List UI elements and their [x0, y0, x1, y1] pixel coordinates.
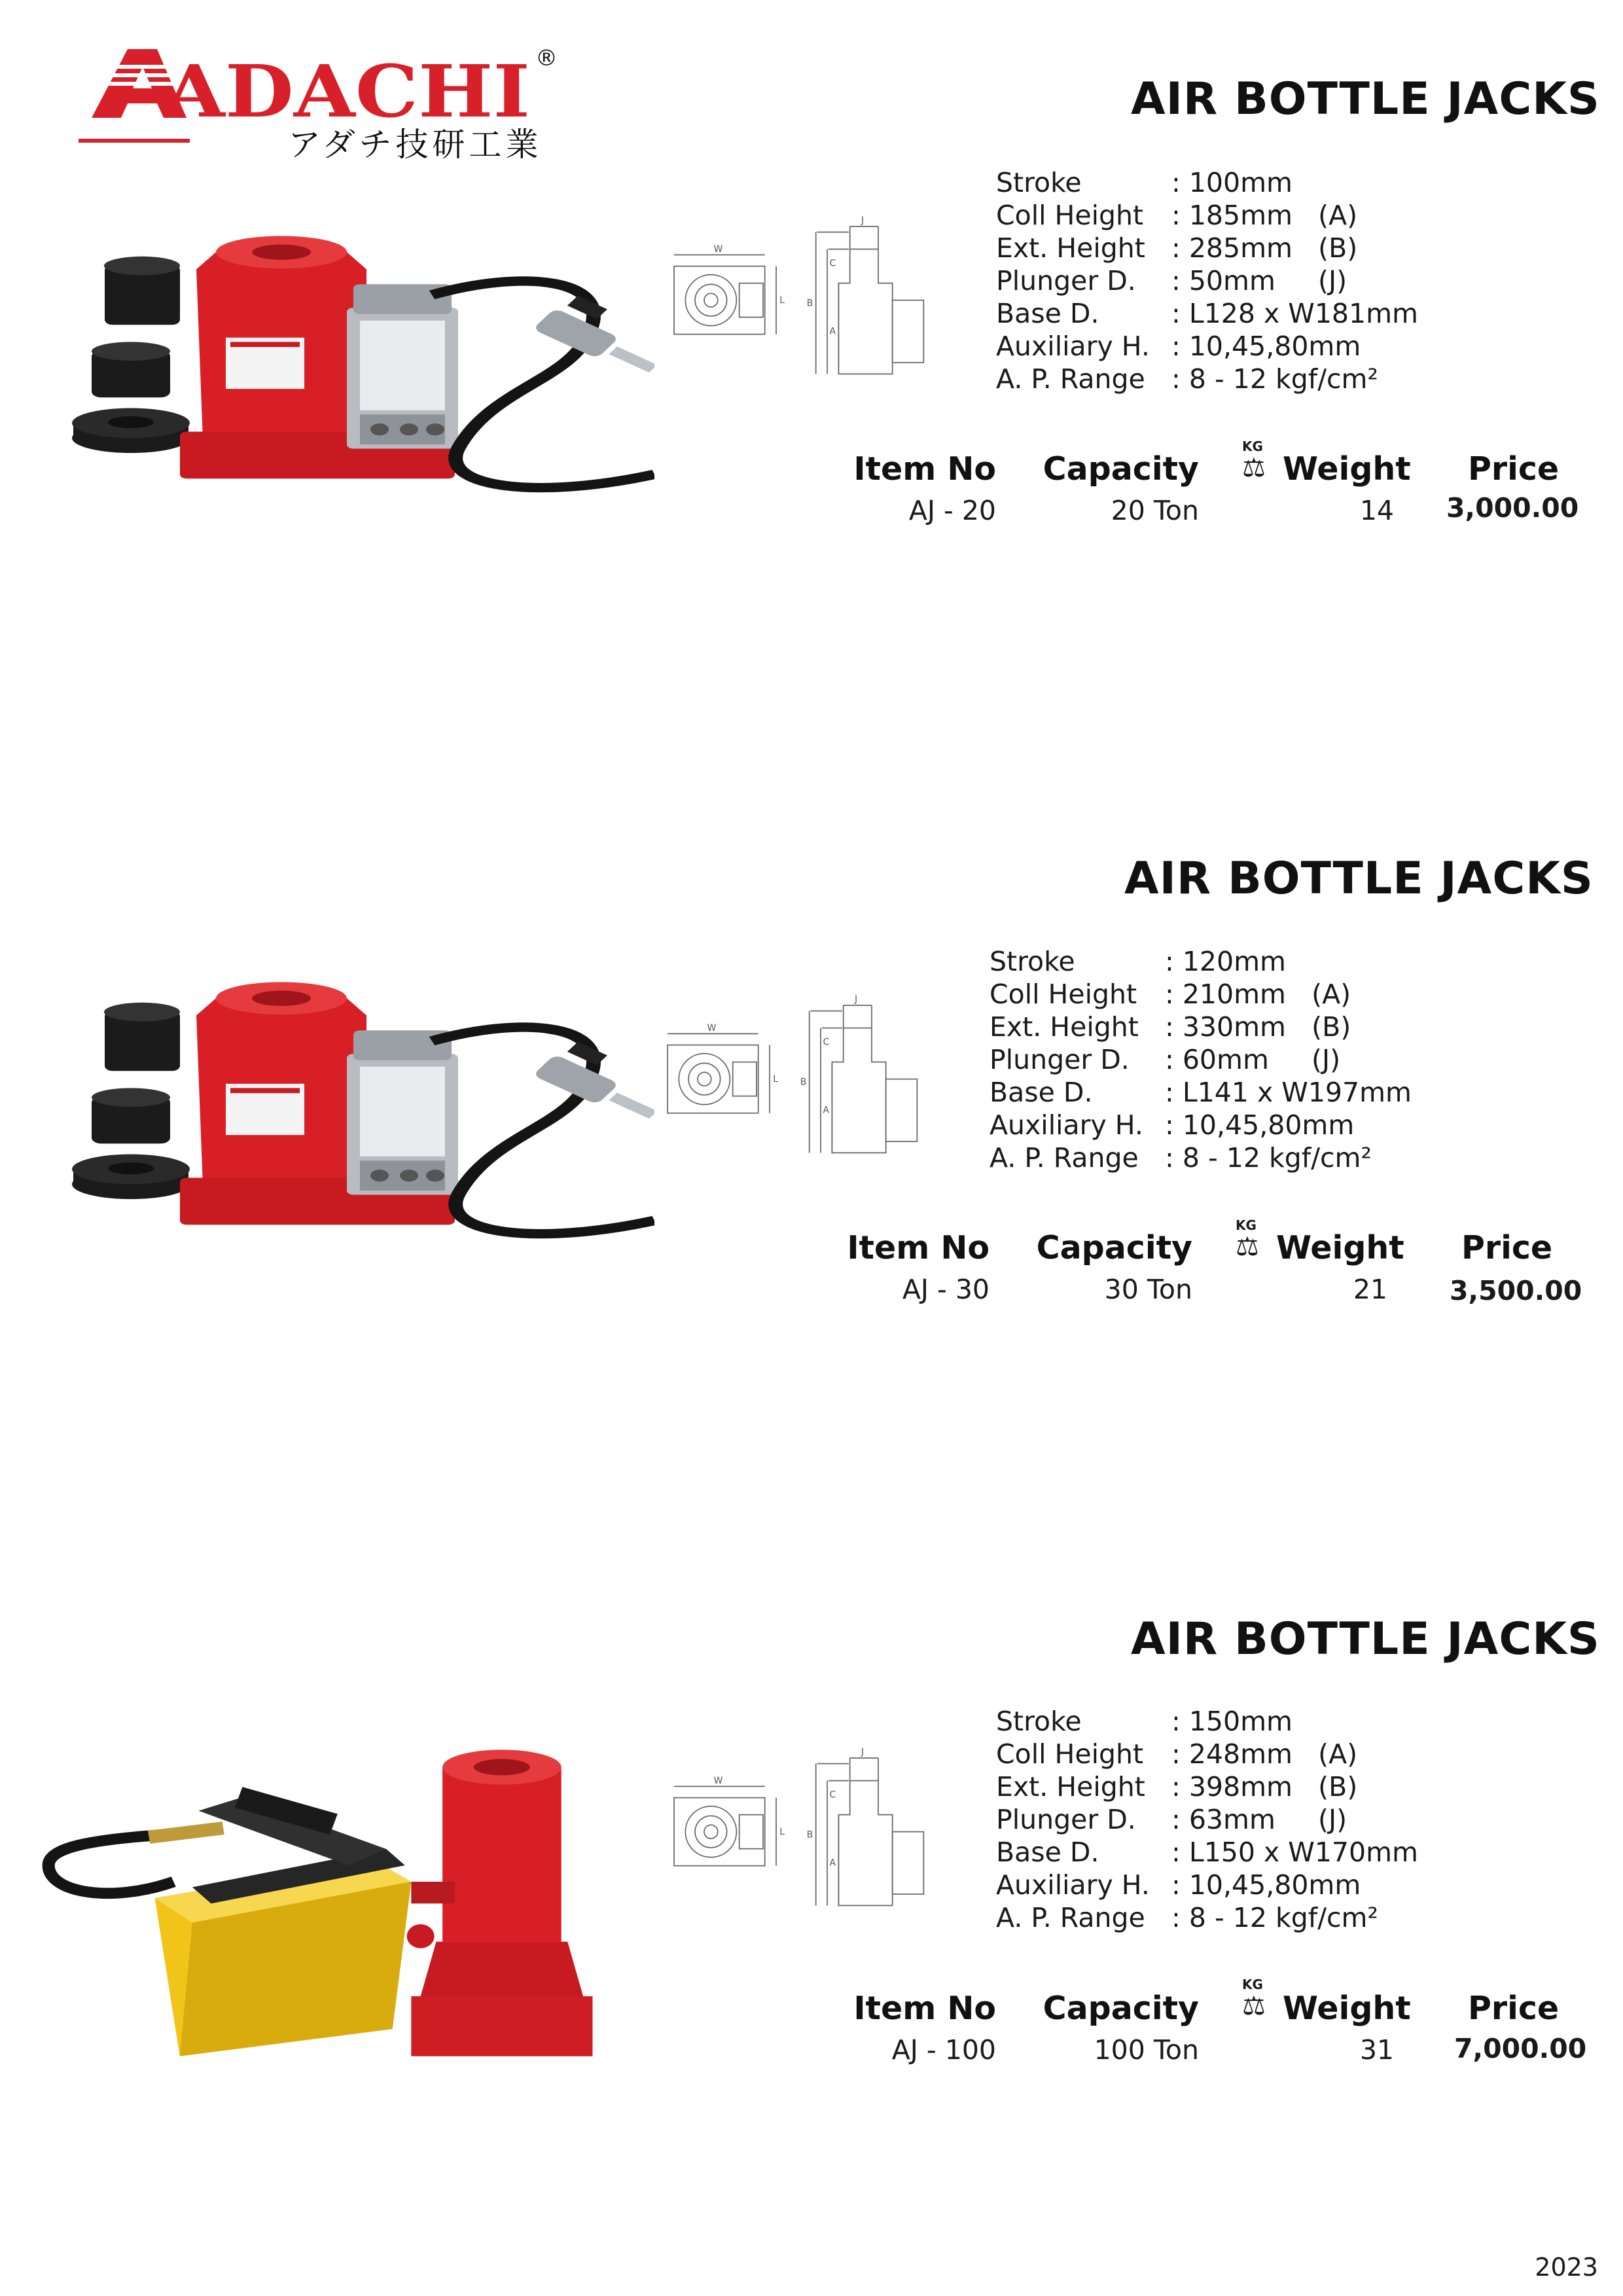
- scale-icon: ⚖: [1242, 1991, 1266, 2021]
- header-capacity: Capacity: [1036, 1229, 1192, 1266]
- svg-text:B: B: [806, 298, 813, 309]
- cell-price: 3,000.00: [1446, 492, 1579, 524]
- adachi-logo: [65, 39, 576, 164]
- section-title: AIR BOTTLE JACKS: [1131, 1613, 1600, 1665]
- svg-text:B: B: [800, 1077, 807, 1088]
- svg-text:A: A: [829, 1857, 836, 1869]
- header-item-no: Item No: [853, 1990, 996, 2027]
- dimension-diagram: [648, 1741, 955, 1911]
- svg-text:W: W: [713, 244, 723, 255]
- svg-text:J: J: [861, 1746, 865, 1757]
- weight-unit: KG: [1236, 1217, 1257, 1233]
- header-price: Price: [1468, 450, 1560, 488]
- svg-text:C: C: [829, 258, 836, 269]
- cell-item-no: AJ - 30: [902, 1274, 990, 1305]
- header-item-no: Item No: [853, 450, 996, 488]
- cell-weight: 21: [1353, 1274, 1387, 1305]
- cell-price: 7,000.00: [1454, 2033, 1587, 2064]
- foot-pump-jack-image: [36, 1702, 599, 2094]
- spec-list: Stroke : 120mm Coll Height : 210mm (A) Ext. Height : 330mm (B) Plunger D. : 60mm (J) Base D. : L141 x W197mm Auxiliary H. : 10,45,80mm A. P. Range : 8 - 12 kgf/cm²: [990, 946, 1412, 1174]
- cell-weight: 31: [1359, 2034, 1394, 2066]
- air-bottle-jack-image: [65, 956, 654, 1263]
- svg-text:B: B: [806, 1829, 813, 1840]
- svg-text:L: L: [773, 1074, 778, 1085]
- registered-mark: ®: [535, 45, 558, 71]
- header-capacity: Capacity: [1043, 450, 1199, 488]
- header-weight: Weight: [1276, 1229, 1404, 1266]
- svg-text:L: L: [779, 295, 785, 306]
- spec-stroke: : 100mm: [1171, 167, 1293, 198]
- dimension-diagram: [641, 988, 949, 1158]
- footer-year: 2023: [1535, 2253, 1598, 2282]
- brand-name: ADACHI: [162, 49, 530, 134]
- cell-weight: 14: [1359, 495, 1394, 526]
- section-title: AIR BOTTLE JACKS: [1131, 73, 1600, 125]
- spec-list: Stroke : 150mm Coll Height : 248mm (A) Ext. Height : 398mm (B) Plunger D. : 63mm (J) Base D. : L150 x W170mm Auxiliary H. : 10,45,80mm A. P. Range : 8 - 12 kgf/cm²: [996, 1706, 1418, 1933]
- spec-ap-range: : 8 - 12 kgf/cm²: [1171, 363, 1378, 395]
- cell-capacity: 20 Ton: [1111, 495, 1199, 526]
- cell-item-no: AJ - 100: [891, 2034, 996, 2066]
- header-price: Price: [1461, 1229, 1553, 1266]
- scale-icon: ⚖: [1236, 1232, 1259, 1262]
- svg-text:A: A: [829, 326, 836, 337]
- weight-unit: KG: [1242, 439, 1263, 454]
- svg-text:C: C: [829, 1789, 836, 1801]
- section-title: AIR BOTTLE JACKS: [1124, 853, 1594, 905]
- cell-capacity: 30 Ton: [1104, 1274, 1192, 1305]
- spec-coll-height: : 185mm (A): [1171, 200, 1358, 231]
- brand-japanese: アダチ技研工業: [288, 126, 543, 164]
- svg-text:W: W: [713, 1776, 723, 1786]
- air-bottle-jack-image: [65, 209, 654, 517]
- header-capacity: Capacity: [1043, 1990, 1199, 2027]
- scale-icon: ⚖: [1242, 453, 1266, 483]
- spec-plunger: : 50mm (J): [1171, 265, 1347, 296]
- weight-unit: KG: [1242, 1977, 1263, 1992]
- spec-list: Stroke : 100mm Coll Height : 185mm (A) Ext. Height : 285mm (B) Plunger D. : 50mm (J) Base D. : L128 x W181mm Auxiliary H. : 10,45,80mm A. P. Range : 8 - 12 kgf/cm²: [996, 167, 1418, 395]
- cell-price: 3,500.00: [1450, 1275, 1582, 1306]
- spec-ext-height: : 285mm (B): [1171, 232, 1358, 264]
- spec-auxiliary: : 10,45,80mm: [1171, 331, 1361, 362]
- header-weight: Weight: [1283, 1990, 1411, 2027]
- svg-text:J: J: [855, 994, 858, 1005]
- header-price: Price: [1468, 1990, 1560, 2027]
- dimension-diagram: [648, 209, 955, 380]
- cell-item-no: AJ - 20: [908, 495, 996, 526]
- svg-text:J: J: [861, 215, 865, 226]
- svg-text:L: L: [779, 1827, 785, 1837]
- cell-capacity: 100 Ton: [1094, 2034, 1199, 2066]
- spec-base: : L128 x W181mm: [1171, 298, 1418, 329]
- header-item-no: Item No: [847, 1229, 990, 1266]
- header-weight: Weight: [1283, 450, 1411, 488]
- svg-text:W: W: [707, 1023, 717, 1033]
- svg-text:C: C: [823, 1037, 830, 1048]
- svg-text:A: A: [823, 1105, 829, 1116]
